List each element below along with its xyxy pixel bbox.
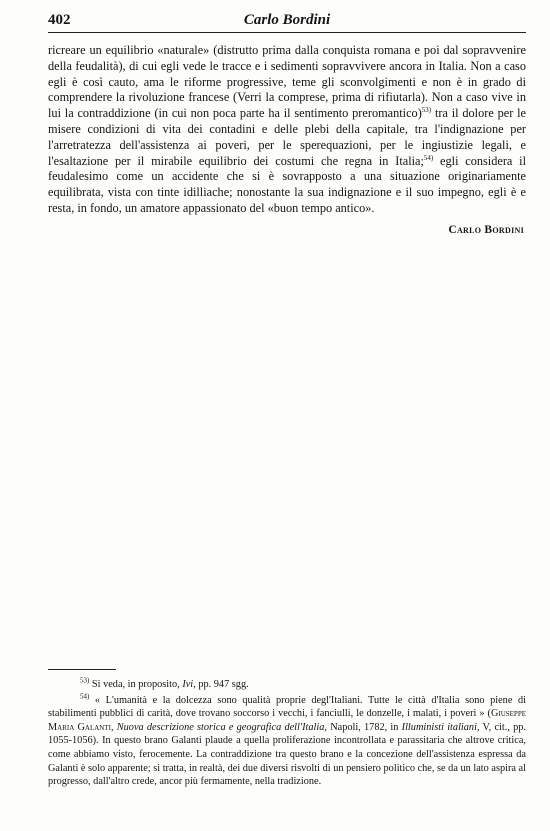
footnote — [48, 694, 526, 789]
footnote-text: , pp. 947 sgg. — [193, 679, 249, 690]
footnote-title: Nuova descrizione storica e geografica dell'Italia — [116, 721, 325, 733]
body-text-run: tra il dolore per le misere condizioni di vita dei contadini e delle plebi della capitale, tra l'indignazione per l'arretratezza dell'assistenza ai poveri, per le sperequazioni, per le ingiustizie legali, e l'esaltazione per il mirabile equilibrio dei costumi che regna in Italia; — [48, 106, 526, 168]
footnote-title: Illuministi italiani — [401, 721, 477, 733]
footnote-text: , V, cit., pp. 1055-1056). In questo brano Galanti plaude a quella proliferazione incontrollata e parassitaria che altrove critica, come abbiamo visto, ferocemente. La contraddizione tra questo brano e la concezione dell'assistenza espressa da Galanti è solo apparente; si tratta, in realtà, dei due diversi risvolti di un pensiero politico che, se da un lato aspira al progresso, dall'altro crede, ancor più fermamente, nella tradizione. — [48, 721, 526, 788]
running-head: Carlo Bordini — [243, 12, 331, 28]
footnote — [48, 678, 526, 692]
footnote-author: Giuseppe Maria Galanti — [48, 708, 526, 733]
page — [48, 10, 526, 236]
footnote-text: , Napoli, 1782, in — [324, 721, 402, 733]
page-number: 402 — [48, 12, 71, 28]
footnote-text: « L'umanità e la dolcezza sono qualità proprie degl'Italiani. Tutte le città d'Italia sono piene di stabilimenti pubblici di carità, dove trovano soccorso i vecchi, i fanciulli, le donzelle, i malati, i poveri » ( — [48, 694, 526, 720]
body-text-run: ricreare un equilibrio «naturale» (distrutto prima dalla conquista romana e poi dal sopravvenire della feudalità), di cui egli vede le tracce e i sedimenti sopravvivere ancora in Italia. Non a caso egli è così cauto, ama le riforme progressive, teme gli sconvolgimenti e non è in grado di comprendere la rivoluzione francese (Verri la comprese, prima di rifiutarla). Non a caso vive in lui la contraddizione (in cui non poca parte ha il sentimento preromantico) — [48, 43, 526, 121]
footnote-number: 54) — [80, 692, 90, 701]
page-header — [48, 10, 526, 33]
footnotes — [48, 669, 526, 791]
footnote-number: 53) — [80, 676, 90, 685]
footnote-text: Si veda, in proposito, — [89, 679, 183, 690]
author-signature: Carlo Bordini — [448, 223, 524, 236]
footnote-citation: Ivi — [182, 679, 194, 690]
footnote-ref: 54) — [423, 153, 434, 162]
footnote-rule — [48, 669, 116, 670]
footnote-ref: 53) — [421, 106, 432, 115]
body-text-run: egli considera il feudalesimo come un accidente che si è sovrapposto a una situazione originariamente equilibrata, vista con tinte idilliache; nonostante la sua indignazione e il suo impegno, egli è e resta, in fondo, un amatore appassionato del «buon tempo antico». — [48, 153, 526, 215]
footnote-text: , — [110, 721, 117, 733]
body-paragraph — [48, 43, 526, 217]
